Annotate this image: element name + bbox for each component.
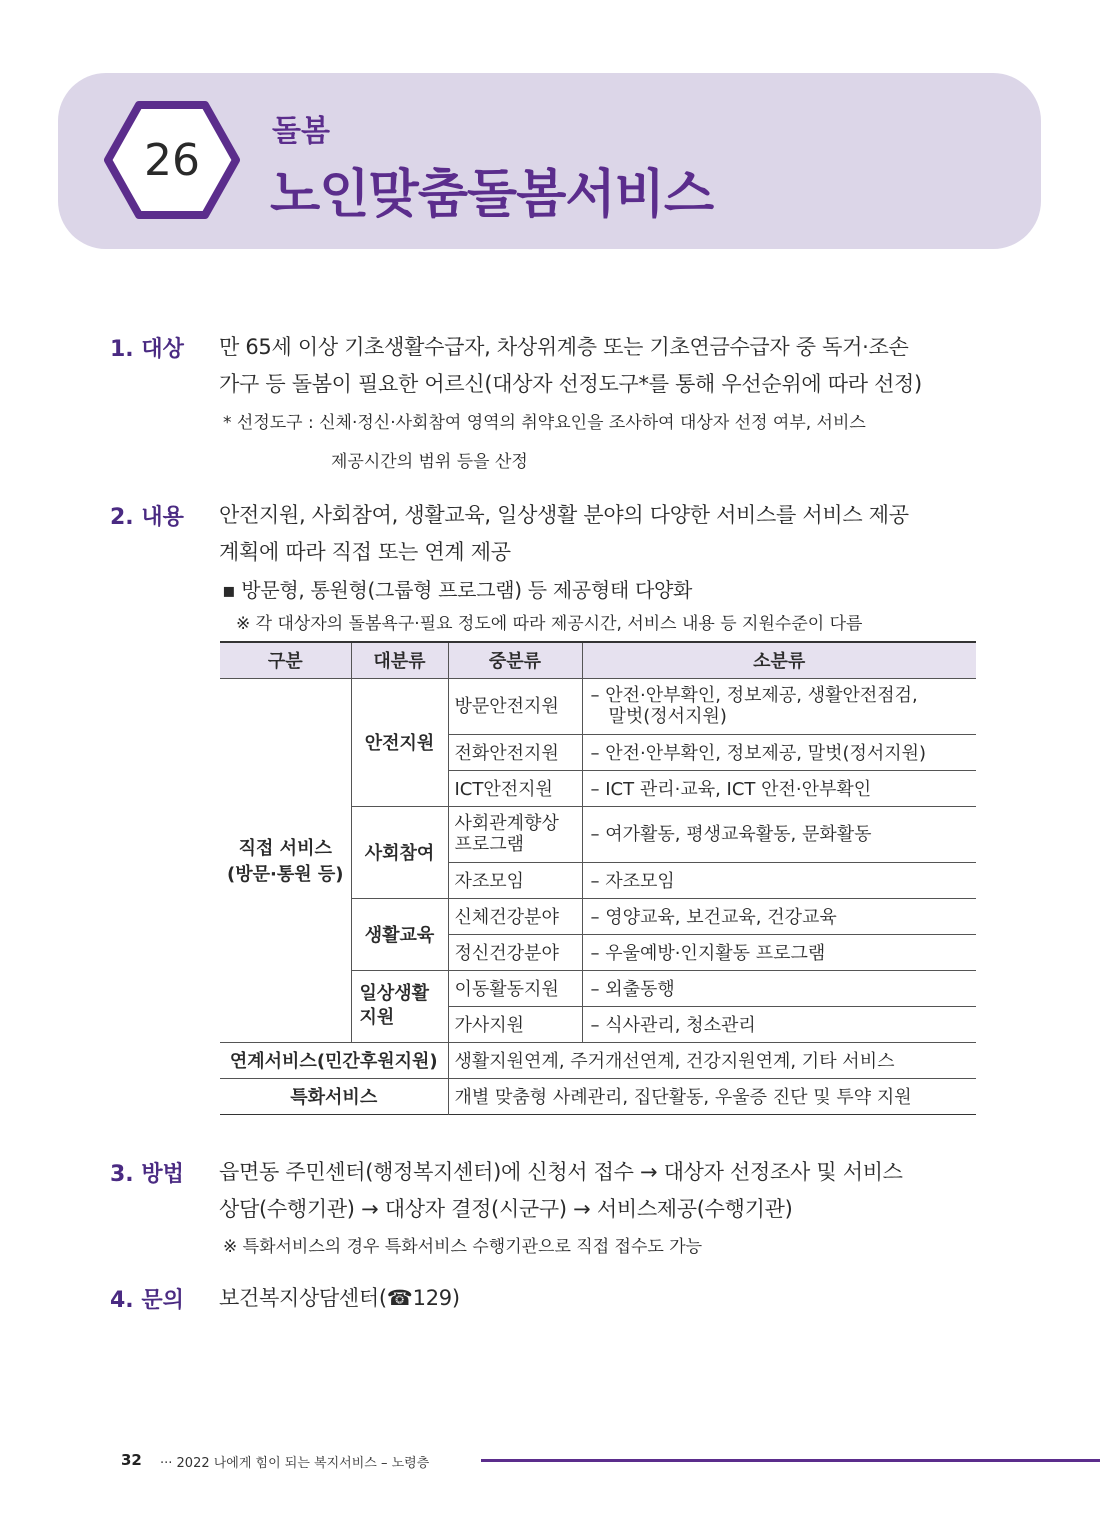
header-division: 구분	[220, 642, 351, 678]
linked-service-label: 연계서비스(민간후원지원)	[220, 1042, 448, 1078]
method-note: ※ 특화서비스의 경우 특화서비스 수행기관으로 직접 접수도 가능	[223, 1237, 703, 1257]
mobility-detail: – 외출동행	[582, 970, 976, 1006]
housework-detail: – 식사관리, 청소관리	[582, 1006, 976, 1042]
daily-life-label-2: 지원	[359, 1007, 395, 1028]
mental-health-cell: 정신건강분야	[448, 934, 582, 970]
target-note-1: * 선정도구 : 신체·정신·사회참여 영역의 취약요인을 조사하여 대상자 선정 여부, 서비스	[223, 413, 866, 433]
method-line-1: 읍면동 주민센터(행정복지센터)에 신청서 접수 → 대상자 선정조사 및 서비스	[219, 1160, 903, 1184]
mobility-cell: 이동활동지원	[448, 970, 582, 1006]
linked-service-detail: 생활지원연계, 주거개선연계, 건강지원연계, 기타 서비스	[448, 1042, 976, 1078]
housework-cell: 가사지원	[448, 1006, 582, 1042]
page-number: 32	[121, 1451, 142, 1469]
header-minor: 소분류	[582, 642, 976, 678]
page-title: 노인맞춤돌봄서비스	[270, 165, 714, 225]
inquiry-text: 보건복지상담센터(☎129)	[219, 1286, 460, 1310]
method-line-2: 상담(수행기관) → 대상자 결정(시군구) → 서비스제공(수행기관)	[219, 1197, 793, 1221]
content-bullet: ▪ 방문형, 통원형(그룹형 프로그램) 등 제공형태 다양화	[222, 578, 693, 602]
special-service-detail: 개별 맞춤형 사례관리, 집단활동, 우울증 진단 및 투약 지원	[448, 1078, 976, 1114]
table-row	[220, 1042, 976, 1078]
phone-safety-cell: 전화안전지원	[448, 734, 582, 770]
social-program-cell	[448, 806, 582, 862]
section-heading-inquiry: 4. 문의	[110, 1288, 184, 1313]
phone-safety-detail: – 안전·안부확인, 정보제공, 말벗(정서지원)	[582, 734, 976, 770]
section-heading-method: 3. 방법	[110, 1162, 184, 1187]
visit-safety-cell: 방문안전지원	[448, 678, 582, 734]
table-header-row	[220, 642, 976, 678]
visit-safety-detail-line-1: – 안전·안부확인, 정보제공, 생활안전점검,	[590, 685, 918, 706]
social-program-line-2: 프로그램	[454, 834, 525, 855]
service-table	[220, 641, 976, 1115]
target-line-1: 만 65세 이상 기초생활수급자, 차상위계층 또는 기초연금수급자 중 독거·조손	[219, 335, 909, 359]
self-help-detail: – 자조모임	[582, 862, 976, 898]
target-line-2: 가구 등 돌봄이 필요한 어르신(대상자 선정도구*를 통해 우선순위에 따라 선정)	[219, 372, 922, 396]
table-row	[220, 678, 976, 734]
direct-service-cell	[220, 678, 351, 1042]
category-label: 돌봄	[272, 114, 330, 149]
life-education-cell: 생활교육	[351, 898, 448, 970]
content-line-1: 안전지원, 사회참여, 생활교육, 일상생활 분야의 다양한 서비스를 서비스 제공	[219, 503, 909, 527]
safety-support-cell: 안전지원	[351, 678, 448, 806]
ict-safety-cell: ICT안전지원	[448, 770, 582, 806]
target-note-2: 제공시간의 범위 등을 산정	[331, 452, 528, 472]
visit-safety-detail-line-2: 말벗(정서지원)	[608, 706, 727, 727]
social-participation-cell: 사회참여	[351, 806, 448, 898]
self-help-cell: 자조모임	[448, 862, 582, 898]
daily-life-label-1: 일상생활	[359, 983, 430, 1004]
ict-safety-detail: – ICT 관리·교육, ICT 안전·안부확인	[582, 770, 976, 806]
physical-health-detail: – 영양교육, 보건교육, 건강교육	[582, 898, 976, 934]
section-number: 26	[144, 134, 200, 186]
header-major: 대분류	[351, 642, 448, 678]
section-heading-target: 1. 대상	[110, 337, 184, 362]
direct-service-sublabel: (방문·통원 등)	[227, 864, 344, 885]
content-line-2: 계획에 따라 직접 또는 연계 제공	[219, 540, 511, 564]
visit-safety-detail	[582, 678, 976, 734]
footer-text: ··· 2022 나에게 힘이 되는 복지서비스 – 노령층	[160, 1456, 430, 1471]
direct-service-label: 직접 서비스	[238, 838, 332, 859]
special-service-label: 특화서비스	[220, 1078, 448, 1114]
physical-health-cell: 신체건강분야	[448, 898, 582, 934]
daily-life-cell	[351, 970, 448, 1042]
table-row	[220, 1078, 976, 1114]
mental-health-detail: – 우울예방·인지활동 프로그램	[582, 934, 976, 970]
content-note: ※ 각 대상자의 돌봄욕구·필요 정도에 따라 제공시간, 서비스 내용 등 지원수준이 다름	[236, 614, 863, 634]
section-heading-content: 2. 내용	[110, 505, 184, 530]
social-program-detail: – 여가활동, 평생교육활동, 문화활동	[582, 806, 976, 862]
social-program-line-1: 사회관계향상	[454, 813, 559, 834]
header-middle: 중분류	[448, 642, 582, 678]
footer-divider	[481, 1459, 1100, 1462]
